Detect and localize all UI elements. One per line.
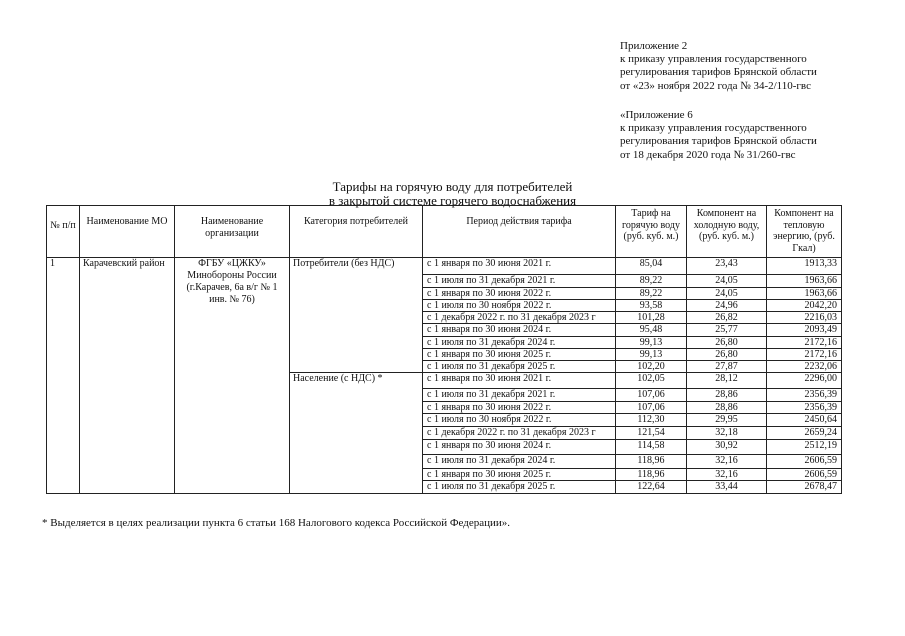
cold-water-component-cell: 28,86 (687, 402, 767, 414)
cold-water-component-cell: 26,80 (687, 337, 767, 349)
hot-water-tariff-cell: 93,58 (616, 300, 687, 312)
header-num: № п/п (47, 206, 80, 258)
title-line-2: в закрытой системе горячего водоснабжения (328, 193, 577, 208)
appendix-line: от 18 декабря 2020 года № 31/260-гвс (620, 148, 796, 161)
hot-water-tariff-cell: 118,96 (616, 455, 687, 469)
heat-component-cell: 2296,00 (767, 373, 842, 389)
cold-water-component-cell: 32,16 (687, 455, 767, 469)
tariff-period-cell: с 1 января по 30 июня 2025 г. (423, 349, 616, 361)
cold-water-component-cell: 33,44 (687, 481, 767, 494)
cold-water-component-cell: 26,80 (687, 349, 767, 361)
row-number-cell: 1 (47, 258, 80, 494)
appendix-line: к приказу управления государственного (620, 53, 807, 66)
hot-water-tariff-cell: 102,20 (616, 361, 687, 373)
cold-water-component-cell: 24,05 (687, 275, 767, 288)
heat-component-cell: 2512,19 (767, 440, 842, 455)
appendix-previous-header (620, 109, 890, 162)
heat-component-cell: 2172,16 (767, 337, 842, 349)
heat-component-cell: 2678,47 (767, 481, 842, 494)
cold-water-component-cell: 30,92 (687, 440, 767, 455)
tariff-table (46, 205, 842, 494)
header-heat-component: Компонент на тепловую энергию, (руб. Гкал) (767, 206, 842, 258)
hot-water-tariff-cell: 122,64 (616, 481, 687, 494)
table-row (47, 258, 842, 275)
cold-water-component-cell: 32,16 (687, 469, 767, 481)
cold-water-component-cell: 28,12 (687, 373, 767, 389)
table-header-row (47, 206, 842, 258)
header-category: Категория потребителей (290, 206, 423, 258)
tariff-period-cell: с 1 июля по 31 декабря 2021 г. (423, 389, 616, 402)
hot-water-tariff-cell: 107,06 (616, 402, 687, 414)
hot-water-tariff-cell: 107,06 (616, 389, 687, 402)
cold-water-component-cell: 23,43 (687, 258, 767, 275)
tariff-period-cell: с 1 января по 30 июня 2022 г. (423, 288, 616, 300)
tariff-period-cell: с 1 декабря 2022 г. по 31 декабря 2023 г (423, 312, 616, 324)
hot-water-tariff-cell: 121,54 (616, 427, 687, 440)
consumer-category-cell: Потребители (без НДС) (290, 258, 423, 373)
heat-component-cell: 2042,20 (767, 300, 842, 312)
heat-component-cell: 2606,59 (767, 469, 842, 481)
tariff-period-cell: с 1 января по 30 июня 2021 г. (423, 373, 616, 389)
appendix-current-header (620, 40, 890, 93)
consumer-category-cell: Население (с НДС) * (290, 373, 423, 494)
tariff-period-cell: с 1 июля по 30 ноября 2022 г. (423, 414, 616, 427)
heat-component-cell: 2606,59 (767, 455, 842, 469)
heat-component-cell: 2172,16 (767, 349, 842, 361)
appendix-line: Приложение 2 (620, 40, 688, 52)
heat-component-cell: 2356,39 (767, 389, 842, 402)
hot-water-tariff-cell: 89,22 (616, 275, 687, 288)
tariff-period-cell: с 1 декабря 2022 г. по 31 декабря 2023 г (423, 427, 616, 440)
appendix-line: от «23» ноября 2022 года № 34-2/110-гвс (620, 79, 811, 92)
tariff-period-cell: с 1 июля по 31 декабря 2025 г. (423, 361, 616, 373)
tariff-period-cell: с 1 января по 30 июня 2024 г. (423, 440, 616, 455)
cold-water-component-cell: 29,95 (687, 414, 767, 427)
tariff-period-cell: с 1 июля по 30 ноября 2022 г. (423, 300, 616, 312)
hot-water-tariff-cell: 118,96 (616, 469, 687, 481)
hot-water-tariff-cell: 101,28 (616, 312, 687, 324)
document-title (0, 180, 905, 208)
heat-component-cell: 1963,66 (767, 275, 842, 288)
header-period: Период действия тарифа (423, 206, 616, 258)
tariff-period-cell: с 1 июля по 31 декабря 2021 г. (423, 275, 616, 288)
cold-water-component-cell: 32,18 (687, 427, 767, 440)
appendix-line: к приказу управления государственного (620, 122, 807, 135)
heat-component-cell: 2216,03 (767, 312, 842, 324)
municipality-cell: Карачевский район (80, 258, 175, 494)
header-cold-component: Компонент на холодную воду, (руб. куб. м.) (687, 206, 767, 258)
header-tariff: Тариф на горячую воду (руб. куб. м.) (616, 206, 687, 258)
hot-water-tariff-cell: 112,30 (616, 414, 687, 427)
header-mo: Наименование МО (80, 206, 175, 258)
appendix-line: «Приложение 6 (620, 109, 693, 121)
hot-water-tariff-cell: 99,13 (616, 349, 687, 361)
cold-water-component-cell: 25,77 (687, 324, 767, 337)
hot-water-tariff-cell: 99,13 (616, 337, 687, 349)
header-org: Наименование организации (175, 206, 290, 258)
heat-component-cell: 1963,66 (767, 288, 842, 300)
hot-water-tariff-cell: 114,58 (616, 440, 687, 455)
heat-component-cell: 2093,49 (767, 324, 842, 337)
cold-water-component-cell: 24,05 (687, 288, 767, 300)
tariff-period-cell: с 1 января по 30 июня 2021 г. (423, 258, 616, 275)
cold-water-component-cell: 27,87 (687, 361, 767, 373)
tariff-period-cell: с 1 января по 30 июня 2025 г. (423, 469, 616, 481)
hot-water-tariff-cell: 89,22 (616, 288, 687, 300)
title-line-1: Тарифы на горячую воду для потребителей (332, 179, 573, 194)
heat-component-cell: 1913,33 (767, 258, 842, 275)
heat-component-cell: 2232,06 (767, 361, 842, 373)
cold-water-component-cell: 24,96 (687, 300, 767, 312)
cold-water-component-cell: 26,82 (687, 312, 767, 324)
appendix-line: регулирования тарифов Брянской области (620, 135, 817, 148)
hot-water-tariff-cell: 102,05 (616, 373, 687, 389)
cold-water-component-cell: 28,86 (687, 389, 767, 402)
hot-water-tariff-cell: 85,04 (616, 258, 687, 275)
heat-component-cell: 2659,24 (767, 427, 842, 440)
footnote: * Выделяется в целях реализации пункта 6 статьи 168 Налогового кодекса Российской Федерации». (42, 517, 511, 529)
hot-water-tariff-cell: 95,48 (616, 324, 687, 337)
tariff-period-cell: с 1 января по 30 июня 2022 г. (423, 402, 616, 414)
tariff-period-cell: с 1 июля по 31 декабря 2025 г. (423, 481, 616, 494)
heat-component-cell: 2356,39 (767, 402, 842, 414)
tariff-period-cell: с 1 июля по 31 декабря 2024 г. (423, 455, 616, 469)
tariff-period-cell: с 1 июля по 31 декабря 2024 г. (423, 337, 616, 349)
organization-cell: ФГБУ «ЦЖКУ» Минобороны России (г.Карачев, 6а в/г № 1 инв. № 76) (175, 258, 290, 494)
heat-component-cell: 2450,64 (767, 414, 842, 427)
appendix-line: регулирования тарифов Брянской области (620, 66, 817, 79)
tariff-period-cell: с 1 января по 30 июня 2024 г. (423, 324, 616, 337)
